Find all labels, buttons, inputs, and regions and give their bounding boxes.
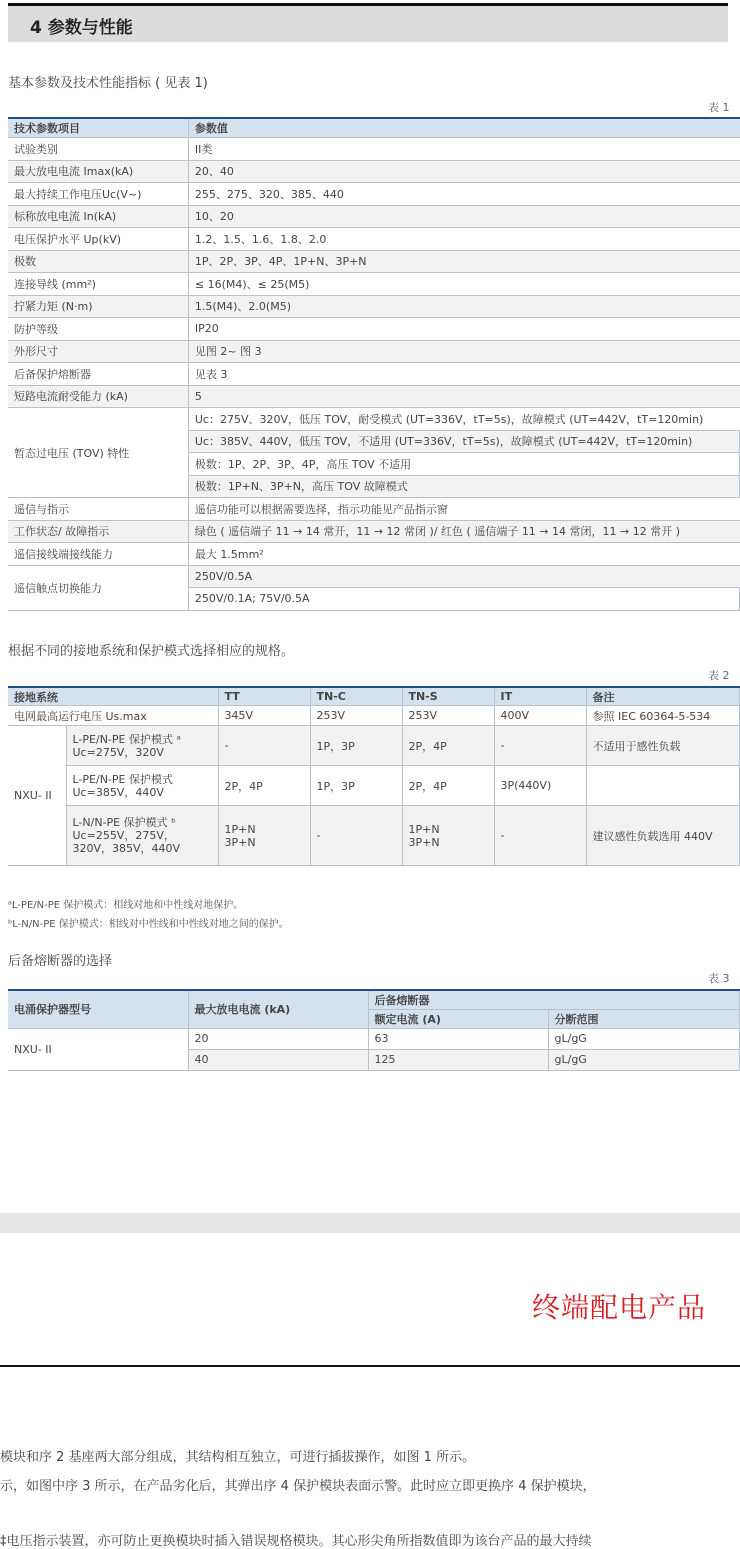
param-name: 后备保护熔断器 (8, 363, 188, 386)
wire-value: 最大 1.5mm² (188, 543, 739, 566)
table2-header-system: 接地系统 (8, 687, 218, 706)
cell-rated: 125 (368, 1049, 548, 1070)
param-value: 见表 3 (188, 363, 739, 386)
cell-it: - (494, 806, 586, 866)
cell-tns: 2P，4P (402, 766, 494, 806)
table3-header-range: 分断范围 (548, 1009, 740, 1028)
param-name: 防护等级 (8, 318, 188, 341)
table-row (8, 385, 740, 408)
section-title: 4 参数与性能 (30, 18, 133, 38)
table-row (8, 726, 740, 766)
table-row (8, 318, 740, 341)
switch-value: 250V/0.5A (188, 565, 739, 588)
intro-paragraph-3: 后备熔断器的选择 (8, 954, 113, 969)
cell-note (586, 766, 740, 806)
table3-header-model: 电涌保护器型号 (8, 990, 188, 1028)
table-row (8, 806, 740, 866)
signal-value: 遥信功能可以根据需要选择，指示功能见产品指示窗 (188, 498, 739, 521)
voltage-tt: 345V (218, 706, 310, 726)
intro-paragraph-2: 根据不同的接地系统和保护模式选择相应的规格。 (8, 644, 295, 659)
cell-tt: 2P，4P (218, 766, 310, 806)
tov-label: 暂态过电压 (TOV) 特性 (8, 408, 188, 498)
table1-label: 表 1 (708, 101, 730, 114)
table-row (8, 183, 740, 206)
cell-tns: 1P+N 3P+N (402, 806, 494, 866)
tov-value: 极数：1P、2P、3P、4P，高压 TOV 不适用 (188, 453, 739, 476)
cell-imax: 40 (188, 1049, 368, 1070)
table-row (8, 565, 740, 588)
param-value: IP20 (188, 318, 739, 341)
param-name: 极数 (8, 250, 188, 273)
param-name: 外形尺寸 (8, 340, 188, 363)
cell-tnc: 1P，3P (310, 726, 402, 766)
table-row (8, 363, 740, 386)
table-row (8, 766, 740, 806)
tov-value: Uc：275V、320V，低压 TOV，耐受模式 (UT=336V，tT=5s)，故障模式 (UT=442V，tT=120min) (188, 408, 739, 431)
intro-paragraph-1: 基本参数及技术性能指标 ( 见表 1) (8, 76, 208, 91)
table-row (8, 498, 740, 521)
signal-label: 遥信与指示 (8, 498, 188, 521)
cell-rated: 63 (368, 1028, 548, 1049)
next-page-line: 示，如图中序 3 所示，在产品劣化后，其弹出序 4 保护模块表面示警。此时应立即更换序 4 保护模块， (0, 1479, 596, 1494)
table1-header-item: 技术参数项目 (8, 118, 188, 138)
table-row (8, 273, 740, 296)
cell-note: 不适用于感性负载 (586, 726, 740, 766)
table2-header-tnc: TN-C (310, 687, 402, 706)
tov-value: 极数：1P+N、3P+N，高压 TOV 故障模式 (188, 475, 739, 498)
table-row (8, 228, 740, 251)
table1-header-value: 参数值 (188, 118, 739, 138)
fuse-model: NXU- II (8, 1028, 188, 1070)
protection-mode: L-PE/N-PE 保护模式 ᵃ Uc=275V，320V (66, 726, 218, 766)
param-value: 5 (188, 385, 739, 408)
table2-header-tt: TT (218, 687, 310, 706)
table-row (8, 706, 740, 726)
voltage-tns: 253V (402, 706, 494, 726)
table3-header-imax: 最大放电电流 (kA) (188, 990, 368, 1028)
wire-label: 遥信接线端接线能力 (8, 543, 188, 566)
cell-range: gL/gG (548, 1049, 740, 1070)
protection-mode: L-N/N-PE 保护模式 ᵇ Uc=255V，275V， 320V，385V，440V (66, 806, 218, 866)
fuse-table (8, 989, 740, 1071)
table-row (8, 543, 740, 566)
param-value: 20、40 (188, 160, 739, 183)
cell-tt: 1P+N 3P+N (218, 806, 310, 866)
cell-tnc: 1P，3P (310, 766, 402, 806)
table-row (8, 250, 740, 273)
grounding-table (8, 686, 740, 866)
table-row (8, 295, 740, 318)
voltage-it: 400V (494, 706, 586, 726)
table-row (8, 340, 740, 363)
param-value: 1.5(M4)、2.0(M5) (188, 295, 739, 318)
table2-label: 表 2 (708, 669, 730, 682)
cell-imax: 20 (188, 1028, 368, 1049)
param-value: 1P、2P、3P、4P、1P+N、3P+N (188, 250, 739, 273)
param-value: 10、20 (188, 205, 739, 228)
switch-value: 250V/0.1A; 75V/0.5A (188, 588, 739, 611)
voltage-note: 参照 IEC 60364-5-534 (586, 706, 740, 726)
param-value: ≤ 16(M4)、≤ 25(M5) (188, 273, 739, 296)
page-divider-band (0, 1213, 740, 1233)
parameter-table (8, 117, 740, 611)
param-value: II类 (188, 138, 739, 161)
table-row (8, 138, 740, 161)
table-row (8, 520, 740, 543)
table3-header-rated: 额定电流 (A) (368, 1009, 548, 1028)
footnote-a: ᵃL-PE/N-PE 保护模式：相线对地和中性线对地保护。 (8, 900, 244, 911)
table2-header-tns: TN-S (402, 687, 494, 706)
param-name: 最大放电电流 Imax(kA) (8, 160, 188, 183)
switch-label: 遥信触点切换能力 (8, 565, 188, 610)
cell-tns: 2P，4P (402, 726, 494, 766)
table3-header-fuse: 后备熔断器 (368, 990, 740, 1009)
table3-label: 表 3 (708, 972, 730, 985)
table-row (8, 408, 740, 431)
table2-header-it: IT (494, 687, 586, 706)
param-name: 最大持续工作电压Uc(V~) (8, 183, 188, 206)
cell-it: - (494, 726, 586, 766)
param-name: 连接导线 (mm²) (8, 273, 188, 296)
param-value: 255、275、320、385、440 (188, 183, 739, 206)
next-page-line: 模块和序 2 基座两大部分组成，其结构相互独立，可进行插拔操作，如图 1 所示。 (0, 1450, 476, 1465)
tov-value: Uc：385V、440V，低压 TOV，不适用 (UT=336V，tT=5s)，故障模式 (UT=442V，tT=120min) (188, 430, 739, 453)
cell-note: 建议感性负载选用 440V (586, 806, 740, 866)
footnote-b: ᵇL-N/N-PE 保护模式：相线对中性线和中性线对地之间的保护。 (8, 919, 289, 930)
param-name: 短路电流耐受能力 (kA) (8, 385, 188, 408)
state-label: 工作状态/ 故障指示 (8, 520, 188, 543)
table2-header-note: 备注 (586, 687, 740, 706)
param-name: 电压保护水平 Up(kV) (8, 228, 188, 251)
cell-range: gL/gG (548, 1028, 740, 1049)
protection-mode: L-PE/N-PE 保护模式 Uc=385V，440V (66, 766, 218, 806)
next-page-rule (0, 1365, 740, 1367)
param-name: 标称放电电流 In(kA) (8, 205, 188, 228)
state-value: 绿色 ( 遥信端子 11 → 14 常开，11 → 12 常闭 )/ 红色 ( 遥信端子 11 → 14 常闭，11 → 12 常开 ) (188, 520, 739, 543)
table-row (8, 1028, 740, 1049)
model-name: NXU- II (8, 726, 66, 866)
cell-tnc: - (310, 806, 402, 866)
next-page-line: ‡电压指示装置，亦可防止更换模块时插入错误规格模块。其心形尖角所指数值即为该台产品的最大持续 (0, 1534, 592, 1549)
param-value: 1.2、1.5、1.6、1.8、2.0 (188, 228, 739, 251)
section-header (8, 3, 728, 42)
table-row (8, 160, 740, 183)
voltage-label: 电网最高运行电压 Us.max (8, 706, 218, 726)
cell-tt: - (218, 726, 310, 766)
param-value: 见图 2~ 图 3 (188, 340, 739, 363)
table-row (8, 205, 740, 228)
next-page-title: 终端配电产品 (532, 1291, 707, 1324)
param-name: 试验类别 (8, 138, 188, 161)
param-name: 拧紧力矩 (N·m) (8, 295, 188, 318)
voltage-tnc: 253V (310, 706, 402, 726)
cell-it: 3P(440V) (494, 766, 586, 806)
